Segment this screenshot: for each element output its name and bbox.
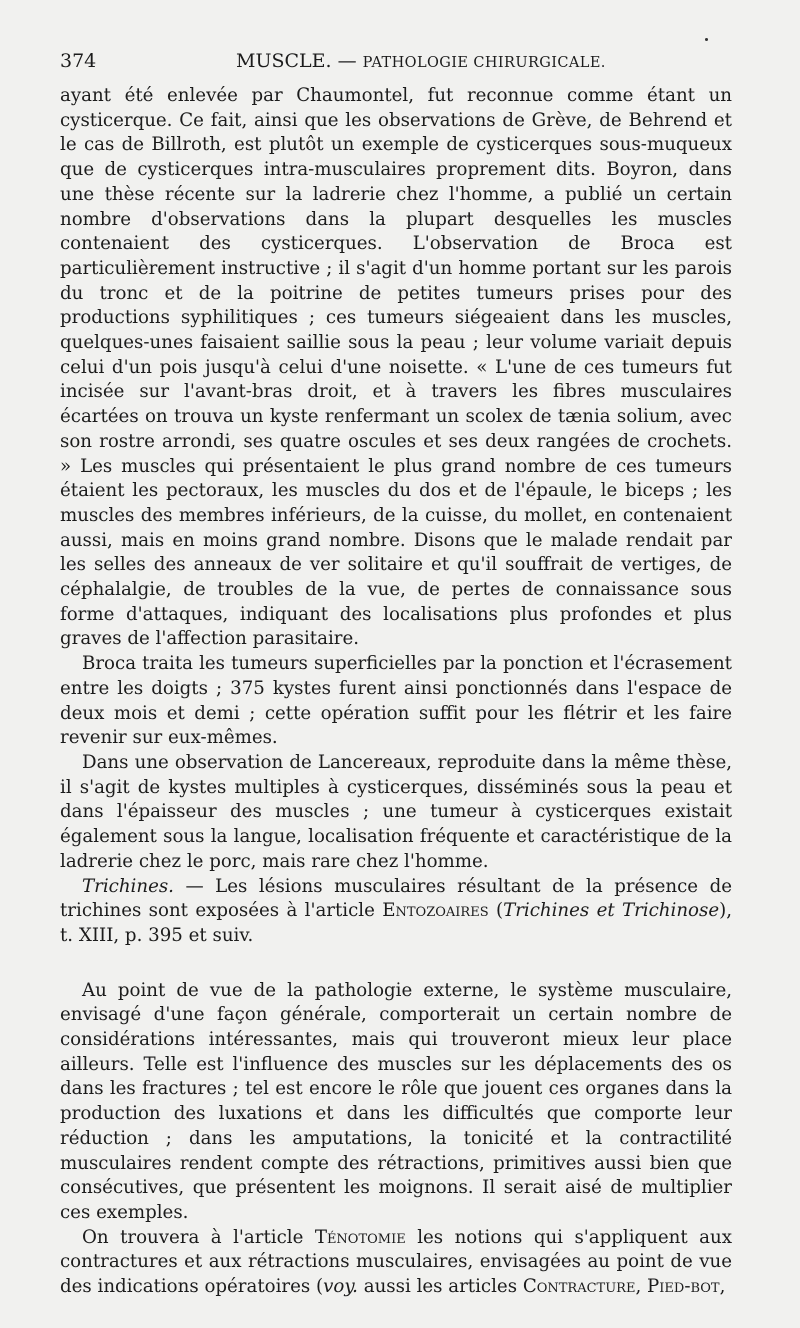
trichines-paren: ( xyxy=(488,900,504,922)
paragraph-trichines xyxy=(60,875,732,949)
running-title-main: MUSCLE. xyxy=(236,50,332,72)
paragraph-broca-treatment: Broca traita les tumeurs superficielles par la ponction et l'écrasement entre les doigts ; 375 kystes furent ainsi ponctionnés dans l'espace de deux mois et demi ; cette opération suffit pour les flétrir et les faire revenir sur eux-mêmes. xyxy=(60,653,732,749)
running-title-dash: — xyxy=(337,50,357,72)
trichines-volume: ), t. XIII, p. 395 et suiv. xyxy=(60,900,732,946)
tenotomie-text-e: , xyxy=(719,1276,726,1298)
running-title-sub: PATHOLOGIE CHIRURGICALE. xyxy=(362,55,606,71)
section-gap xyxy=(60,949,732,979)
print-speck xyxy=(705,38,708,41)
page-number: 374 xyxy=(60,50,97,72)
voy-abbrev: voy. xyxy=(323,1276,358,1298)
paragraph-tenotomie xyxy=(60,1226,732,1300)
tenotomie-text-d: , xyxy=(635,1276,648,1298)
ref-trichinose: Trichines et Trichinose xyxy=(503,900,720,922)
tenotomie-text-b: les notions qui s'appliquent aux contractures et aux rétractions musculaires, envisagées au point de vue des indications opératoires ( xyxy=(60,1226,732,1298)
paragraph-lancereaux: Dans une observation de Lancereaux, reproduite dans la même thèse, il s'agit de kystes multiples à cysticerques, disséminés sous la peau et dans l'épaisseur des muscles ; une tumeur à cysticerques existait également sous la langue, localisation fréquente et caractéristique de la ladrerie chez le porc, mais rare chez l'homme. xyxy=(60,751,732,872)
paragraph-external-pathology: Au point de vue de la pathologie externe, le système musculaire, envisagé d'une façon générale, comporterait un certain nombre de considérations intéressantes, mais qui trouveront mieux leur place ailleurs. Telle est l'influence des muscles sur les déplacements des os dans les fractures ; tel est encore le rôle que jouent ces organes dans la production des luxations et dans les difficultés que comporte leur réduction ; dans les amputations, la tonicité et la contractilité musculaires rendent compte des rétractions, primitives aussi bien que consécutives, que présentent les moignons. Il serait aisé de multiplier ces exemples. xyxy=(60,979,732,1223)
running-title xyxy=(236,50,606,72)
ref-tenotomie: Ténotomie xyxy=(314,1226,406,1248)
ref-pied-bot: Pied-bot xyxy=(647,1276,720,1298)
ref-contracture: Contracture xyxy=(522,1276,636,1298)
body-text xyxy=(60,84,732,1300)
tenotomie-text-c: aussi les articles xyxy=(357,1276,523,1298)
tenotomie-text-a: On trouvera à l'article xyxy=(82,1226,315,1248)
trichines-text: — Les lésions musculaires résultant de la présence de trichines sont exposées à l'article xyxy=(60,875,732,922)
trichines-term: Trichines. xyxy=(82,875,174,897)
running-header xyxy=(60,50,732,76)
ref-entozoaires: Entozoaires xyxy=(382,900,489,922)
paragraph-cysticercus-observations: ayant été enlevée par Chaumontel, fut reconnue comme étant un cysticerque. Ce fait, ainsi que les observations de Grève, de Behrend et le cas de Billroth, est plutôt un exemple de cysticerques sous-muqueux que de cysticerques intra-musculaires proprement dits. Boyron, dans une thèse récente sur la ladrerie chez l'homme, a publié un certain nombre d'observations dans la plupart desquelles les muscles contenaient des cysticerques. L'observation de Broca est particulièrement instructive ; il s'agit d'un homme portant sur les parois du tronc et de la poitrine de petites tumeurs prises pour des productions syphilitiques ; ces tumeurs siégeaient dans les muscles, quelques-unes faisaient saillie sous la peau ; leur volume variait depuis celui d'un pois jusqu'à celui d'une noisette. « L'une de ces tumeurs fut incisée sur l'avant-bras droit, et à travers les fibres musculaires écartées on trouva un kyste renfermant un scolex de tænia solium, avec son rostre arrondi, ses quatre oscules et ses deux rangées de crochets. » Les muscles qui présentaient le plus grand nombre de ces tumeurs étaient les pectoraux, les muscles du dos et de l'épaule, le biceps ; les muscles des membres inférieurs, de la cuisse, du mollet, en contenaient aussi, mais en moins grand nombre. Disons que le malade rendait par les selles des anneaux de ver solitaire et qu'il souffrait de vertiges, de céphalalgie, de troubles de la vue, de pertes de connaissance sous forme d'attaques, indiquant des localisations plus profondes et plus graves de l'affection parasitaire. xyxy=(60,85,732,650)
